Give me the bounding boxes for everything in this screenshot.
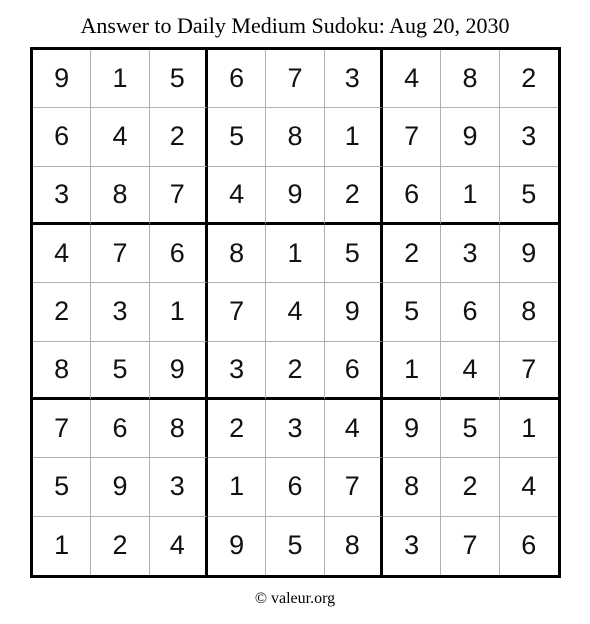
sudoku-cell-r8c1: 5	[33, 458, 91, 516]
sudoku-cell-r1c5: 7	[266, 50, 324, 108]
sudoku-cell-r4c3: 6	[150, 225, 208, 283]
sudoku-cell-r2c5: 8	[266, 108, 324, 166]
sudoku-cell-r8c8: 2	[441, 458, 499, 516]
sudoku-cell-r1c7: 4	[383, 50, 441, 108]
sudoku-cell-r1c6: 3	[325, 50, 383, 108]
sudoku-cell-r9c8: 7	[441, 517, 499, 575]
sudoku-cell-r4c9: 9	[500, 225, 558, 283]
sudoku-cell-r6c9: 7	[500, 342, 558, 400]
sudoku-cell-r7c6: 4	[325, 400, 383, 458]
sudoku-cell-r1c9: 2	[500, 50, 558, 108]
sudoku-cell-r3c3: 7	[150, 167, 208, 225]
sudoku-cell-r9c5: 5	[266, 517, 324, 575]
sudoku-cell-r8c7: 8	[383, 458, 441, 516]
sudoku-cell-r6c5: 2	[266, 342, 324, 400]
sudoku-cell-r7c2: 6	[91, 400, 149, 458]
sudoku-cell-r1c1: 9	[33, 50, 91, 108]
sudoku-cell-r8c9: 4	[500, 458, 558, 516]
sudoku-cell-r4c5: 1	[266, 225, 324, 283]
sudoku-cell-r5c6: 9	[325, 283, 383, 341]
sudoku-cell-r3c7: 6	[383, 167, 441, 225]
sudoku-cell-r2c3: 2	[150, 108, 208, 166]
sudoku-cell-r6c3: 9	[150, 342, 208, 400]
sudoku-cell-r8c4: 1	[208, 458, 266, 516]
sudoku-cell-r4c2: 7	[91, 225, 149, 283]
sudoku-cell-r9c2: 2	[91, 517, 149, 575]
sudoku-cell-r7c1: 7	[33, 400, 91, 458]
sudoku-cell-r7c5: 3	[266, 400, 324, 458]
sudoku-cell-r1c2: 1	[91, 50, 149, 108]
sudoku-cell-r3c2: 8	[91, 167, 149, 225]
sudoku-cell-r9c9: 6	[521, 530, 537, 561]
sudoku-cell-r5c1: 2	[33, 283, 91, 341]
sudoku-cell-r2c7: 7	[383, 108, 441, 166]
sudoku-cell-r4c4: 8	[208, 225, 266, 283]
sudoku-cell-r7c4: 2	[208, 400, 266, 458]
sudoku-cell-r9c1: 1	[33, 517, 91, 575]
sudoku-cell-r9c3: 4	[150, 517, 208, 575]
sudoku-cell-r2c2: 4	[91, 108, 149, 166]
site-credit: © valeur.org	[254, 590, 336, 607]
sudoku-cell-r6c7: 1	[383, 342, 441, 400]
sudoku-cell-r4c8: 3	[441, 225, 499, 283]
sudoku-cell-r6c1: 8	[33, 342, 91, 400]
sudoku-cell-r2c4: 5	[208, 108, 266, 166]
sudoku-cell-r5c5: 4	[266, 283, 324, 341]
sudoku-cell-r6c8: 4	[441, 342, 499, 400]
sudoku-cell-r1c8: 8	[441, 50, 499, 108]
sudoku-cell-r3c8: 1	[441, 167, 499, 225]
sudoku-cell-r3c5: 9	[266, 167, 324, 225]
sudoku-cell-r2c1: 6	[33, 108, 91, 166]
sudoku-cell-r3c4: 4	[208, 167, 266, 225]
sudoku-cell-r5c3: 1	[150, 283, 208, 341]
sudoku-cell-r3c6: 2	[325, 167, 383, 225]
sudoku-cell-r4c1: 4	[33, 225, 91, 283]
sudoku-cell-r7c9: 1	[500, 400, 558, 458]
sudoku-cell-r2c6: 1	[325, 108, 383, 166]
sudoku-cell-r2c9: 3	[500, 108, 558, 166]
sudoku-cell-r7c3: 8	[150, 400, 208, 458]
sudoku-cell-r3c9: 5	[500, 167, 558, 225]
sudoku-cell-r6c2: 5	[91, 342, 149, 400]
sudoku-cell-r6c6: 6	[325, 342, 383, 400]
sudoku-cell-r5c9: 8	[500, 283, 558, 341]
sudoku-cell-r3c1: 3	[33, 167, 91, 225]
sudoku-cell-r1c3: 5	[150, 50, 208, 108]
sudoku-cell-r9c4: 9	[208, 517, 266, 575]
sudoku-cell-r1c4: 6	[208, 50, 266, 108]
sudoku-board	[30, 47, 561, 578]
sudoku-cell-r8c5: 6	[266, 458, 324, 516]
page-title: Answer to Daily Medium Sudoku: Aug 20, 2030	[80, 13, 510, 38]
sudoku-cell-r5c2: 3	[91, 283, 149, 341]
sudoku-cell-r9c6: 8	[325, 517, 383, 575]
sudoku-cell-r4c7: 2	[383, 225, 441, 283]
sudoku-cell-r5c8: 6	[441, 283, 499, 341]
sudoku-cell-r6c4: 3	[208, 342, 266, 400]
sudoku-cell-r5c4: 7	[208, 283, 266, 341]
sudoku-cell-r2c8: 9	[441, 108, 499, 166]
sudoku-cell-r4c6: 5	[325, 225, 383, 283]
sudoku-cell-r8c3: 3	[150, 458, 208, 516]
sudoku-cell-r8c6: 7	[325, 458, 383, 516]
sudoku-cell-r5c7: 5	[383, 283, 441, 341]
sudoku-cell-r9c7: 3	[383, 517, 441, 575]
sudoku-cell-r7c7: 9	[383, 400, 441, 458]
sudoku-cell-r7c8: 5	[441, 400, 499, 458]
sudoku-cell-r8c2: 9	[91, 458, 149, 516]
